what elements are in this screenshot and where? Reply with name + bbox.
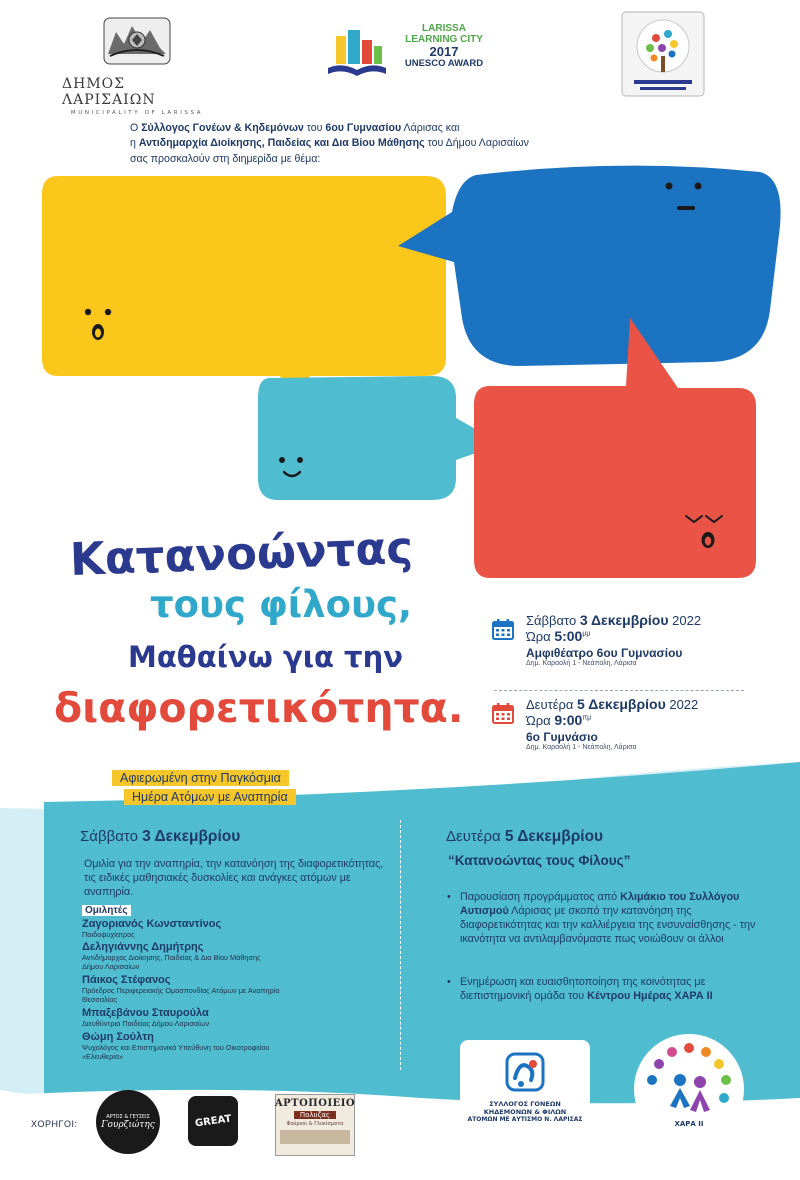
calendar-icon [492, 702, 514, 724]
intro-school: 6ου Γυμνασίου [325, 122, 402, 134]
municipality-logo [62, 14, 212, 116]
title-line2: τους φίλους, [150, 583, 412, 626]
event-2-time: 9:00 [554, 712, 583, 728]
intro-municipality-office: Αντιδημαρχία Διοίκησης, Παιδείας και Δια Βίου Μάθησης [138, 137, 425, 150]
learning-city-line1: LARISSA [422, 23, 466, 34]
title-line1: Κατανοώντας [69, 521, 414, 586]
calendar-icon [492, 618, 514, 640]
autism-association-logo [460, 1040, 590, 1136]
event-1-place: Αμφιθέατρο 6ου Γυμνασίου [526, 646, 683, 660]
parents-association-logo [618, 10, 708, 98]
event-2-address: Δημ. Καραολή 1 - Νεάπολη, Λάρισα [526, 744, 637, 751]
speaker-2: Δεληγιάννης Δημήτρης Αντιδήμαρχος Διοίκησης, Παιδείας & Δια Βίου Μάθησης Δήμου Λαρισαίων [82, 941, 261, 972]
title-line4: διαφορετικότητα. [54, 684, 464, 732]
teal-speech-bubble [258, 376, 502, 500]
column-divider [400, 820, 401, 1070]
chara-center-logo [634, 1034, 744, 1144]
day2-heading: Δευτέρα 5 Δεκεμβρίου [446, 828, 604, 845]
intro-text: Ο Σύλλογος Γονέων & Κηδεμόνων του 6ου Γυμνασίου Λάρισας και η Αντιδημαρχία Διοίκησης, Παιδείας και Δια Βίου Μάθησης του Δήμου Λαρισαίων σας προσκαλούν στη διημερίδα με θέμα: [130, 122, 529, 165]
speaker-3: Πάικος Στέφανος Πρόεδρος Περιφερειακής Ομοσπονδίας Ατόμων με Αναπηρία Θεσσαλίας [82, 974, 280, 1005]
autism-line3: ΑΤΟΜΩΝ ΜΕ ΑΥΤΙΣΜΟ Ν. ΛΑΡΙΣΑΣ [467, 1116, 583, 1123]
event-2-info: Δευτέρα 5 Δεκεμβρίου 2022 Ώρα $9:00^{\pi\mu}$ 6ο Γυμνάσιο Δημ. Καραολή 1 - Νεάπολη, Λάρισα [526, 696, 756, 751]
municipality-name: ΔΗΜΟΣ ΛΑΡΙΣΑΙΩΝ [62, 76, 156, 108]
event-1-time: 5:00 [554, 628, 583, 644]
speaker-5: Θώμη Σούλτη Ψυχολόγος και Επιστημονικά Υπεύθυνη του Οικοτροφείου «Ελευθερία» [82, 1031, 270, 1062]
chara-label: ΧΑΡΑ ΙΙ [674, 1120, 704, 1128]
learning-city-line2: LEARNING CITY [405, 33, 483, 45]
speakers-label: Ομιλητές [82, 905, 131, 916]
dedication-tag-line1: Αφιερωμένη στην Παγκόσμια [112, 770, 289, 786]
learning-city-year: 2017 [429, 44, 459, 59]
learning-city-award: UNESCO AWARD [404, 57, 484, 69]
event-1-info: Σάββατο 3 Δεκεμβρίου 2022 Ώρα $5:00^{\mu\mu}$ Αμφιθέατρο 6ου Γυμνασίου Δημ. Καραολή 1 - Νεάπολη, Λάρισα [526, 612, 756, 667]
day2-bullet-2: • Ενημέρωση και ευαισθητοποίηση της κοινότητας με διεπιστημονική ομάδα του Κέντρου Ημέρας ΧΑΡΑ ΙΙ [460, 975, 760, 1003]
bakery-illustration [280, 1130, 350, 1144]
day2-subtitle: “Κατανοώντας τους Φίλους” [448, 853, 631, 868]
autism-line2: ΚΗΔΕΜΟΝΩΝ & ΦΙΛΩΝ [483, 1108, 567, 1116]
event-2-date: 5 Δεκεμβρίου [577, 696, 666, 712]
event-1-date: 3 Δεκεμβρίου [579, 612, 669, 628]
tree-puzzle-icon [618, 10, 708, 98]
autism-line1: ΣΥΛΛΟΓΟΣ ΓΟΝΕΩΝ [489, 1100, 561, 1108]
day2-bullet-1: • Παρουσίαση προγράμματος από Κλιμάκιο του Συλλόγου Αυτισμού Λάρισας με σκοπό την κατανόηση της διαφορετικότητας και την καλλιέργεια της ενσυναίσθησης - την ικανότητα να αντιλαμβανόμαστε πως νοιώθουν οι άλλοι [460, 890, 760, 946]
autism-puzzle-icon [501, 1048, 549, 1096]
learning-city-icon [322, 26, 392, 82]
title-line3: Μαθαίνω για την [128, 640, 403, 674]
event-1-address: Δημ. Καραολή 1 - Νεάπολη, Λάρισα [526, 660, 637, 667]
municipality-subtitle: MUNICIPALITY OF LARISSA [70, 110, 204, 116]
speaker-4: Μπαξεβάνου Σταυρούλα Διευθύντρια Παιδείας Δήμου Λαρισαίων [82, 1007, 210, 1028]
intro-organization: Σύλλογος Γονέων & Κηδεμόνων [141, 122, 304, 134]
day1-talk: Ομιλία για την αναπηρία, την κατανόηση της διαφορετικότητας, τις ειδικές μαθησιακές δυσκολίες και ανάγκες ατόμων με αναπηρία. [84, 858, 384, 899]
sponsors-label: ΧΟΡΗΓΟΙ: [31, 1119, 78, 1129]
speaker-1: Ζαγοριανός Κωνσταντίνος Παιδοψυχίατρος [82, 918, 222, 939]
yellow-speech-bubble [42, 176, 446, 408]
learning-city-logo [322, 24, 497, 86]
dedication-tag-line2: Ημέρα Ατόμων με Αναπηρία [124, 789, 296, 805]
blue-speech-bubble [398, 166, 781, 366]
sponsor-artopoieio: ΑΡΤΟΠΟΙΕΙΟ Πολυζας Φούρνοι & Γλυκίσματα [275, 1094, 355, 1156]
municipality-emblem-icon [102, 14, 172, 70]
day1-heading: Σάββατο 3 Δεκεμβρίου [80, 828, 241, 845]
sponsor-gourziotis: ΑΡΤΟΣ & ΓΕΥΣΕΙΣ Γουρζιώτης [96, 1090, 160, 1154]
event-divider [494, 690, 744, 691]
event-2-place: 6ο Γυμνάσιο [526, 730, 598, 744]
sponsor-great: GREAT [188, 1096, 238, 1146]
